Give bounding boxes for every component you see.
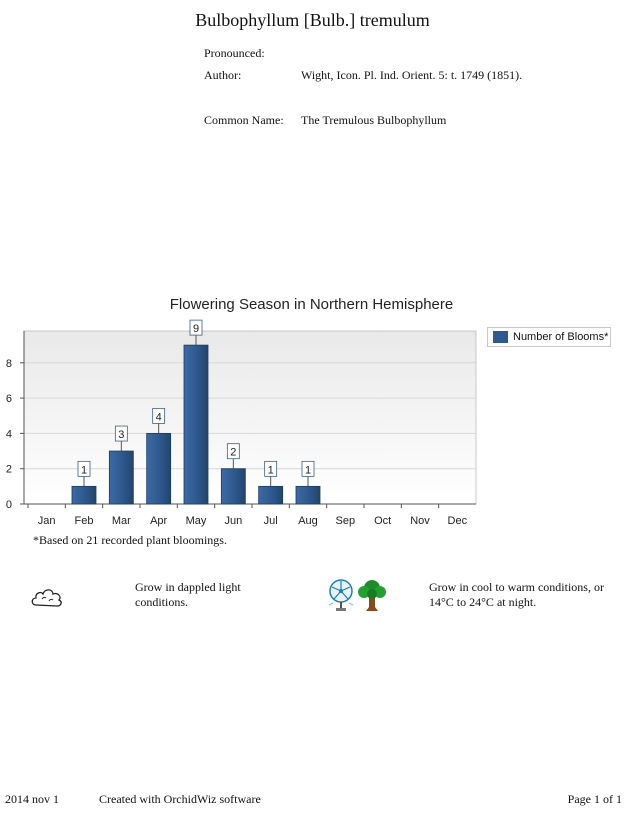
x-tick-label: Aug bbox=[298, 515, 318, 527]
data-label: 2 bbox=[230, 446, 237, 459]
bar-mar bbox=[109, 451, 133, 504]
x-tick-label: Apr bbox=[150, 515, 168, 527]
bar-apr bbox=[147, 433, 171, 504]
x-tick-label: Nov bbox=[410, 515, 430, 527]
flowering-season-chart bbox=[0, 318, 480, 533]
data-label: 3 bbox=[118, 429, 125, 442]
x-tick-label: Oct bbox=[374, 515, 392, 527]
footer-credit: Created with OrchidWiz software bbox=[99, 792, 261, 806]
data-label: 1 bbox=[80, 464, 88, 477]
chart-title: Flowering Season in Northern Hemisphere bbox=[169, 296, 454, 313]
fan-icon bbox=[327, 578, 355, 612]
x-tick-label: Jul bbox=[263, 515, 278, 527]
light-care-text: Grow in dappled light conditions. bbox=[135, 580, 241, 609]
common-name-label: Common Name: bbox=[204, 113, 284, 127]
legend-swatch bbox=[493, 331, 508, 343]
x-tick-label: Jan bbox=[37, 515, 56, 527]
footer-date: 2014 nov 1 bbox=[5, 792, 59, 806]
data-label: 1 bbox=[304, 464, 312, 477]
tree-icon bbox=[356, 578, 388, 612]
x-tick-label: Jun bbox=[224, 515, 243, 527]
plot-area bbox=[24, 331, 476, 504]
bar-feb bbox=[72, 486, 96, 504]
page-title: Bulbophyllum [Bulb.] tremulum bbox=[195, 10, 430, 30]
legend-label: Number of Blooms* bbox=[513, 331, 609, 343]
author-value: Wight, Icon. Pl. Ind. Orient. 5: t. 1749 (1851). bbox=[301, 68, 523, 82]
author-label: Author: bbox=[204, 68, 242, 82]
footer-page-number: Page 1 of 1 bbox=[567, 792, 622, 806]
x-tick-label: Mar bbox=[111, 515, 131, 527]
cloud-icon bbox=[30, 585, 64, 609]
bar-jun bbox=[221, 469, 245, 504]
chart-footnote: *Based on 21 recorded plant bloomings. bbox=[33, 533, 227, 547]
y-tick-label: 0 bbox=[5, 499, 12, 511]
y-tick-label: 6 bbox=[5, 393, 12, 406]
chart-legend bbox=[487, 327, 611, 347]
bar-may bbox=[184, 345, 208, 504]
bar-aug bbox=[296, 486, 320, 504]
y-tick-label: 8 bbox=[5, 357, 12, 370]
data-label: 1 bbox=[267, 464, 274, 477]
pronounced-label: Pronounced: bbox=[204, 46, 265, 60]
data-label: 9 bbox=[192, 323, 200, 336]
y-tick-label: 2 bbox=[5, 463, 12, 476]
y-tick-label: 4 bbox=[5, 428, 12, 441]
temperature-care-text: Grow in cool to warm conditions, or 14°C to 24°C at night. bbox=[429, 580, 604, 609]
bar-jul bbox=[259, 486, 283, 504]
x-tick-label: Feb bbox=[74, 515, 94, 527]
x-tick-label: May bbox=[185, 515, 207, 527]
x-tick-label: Dec bbox=[447, 515, 468, 527]
data-label: 4 bbox=[155, 411, 162, 424]
x-tick-label: Sep bbox=[335, 515, 356, 527]
common-name-value: The Tremulous Bulbophyllum bbox=[301, 113, 447, 127]
